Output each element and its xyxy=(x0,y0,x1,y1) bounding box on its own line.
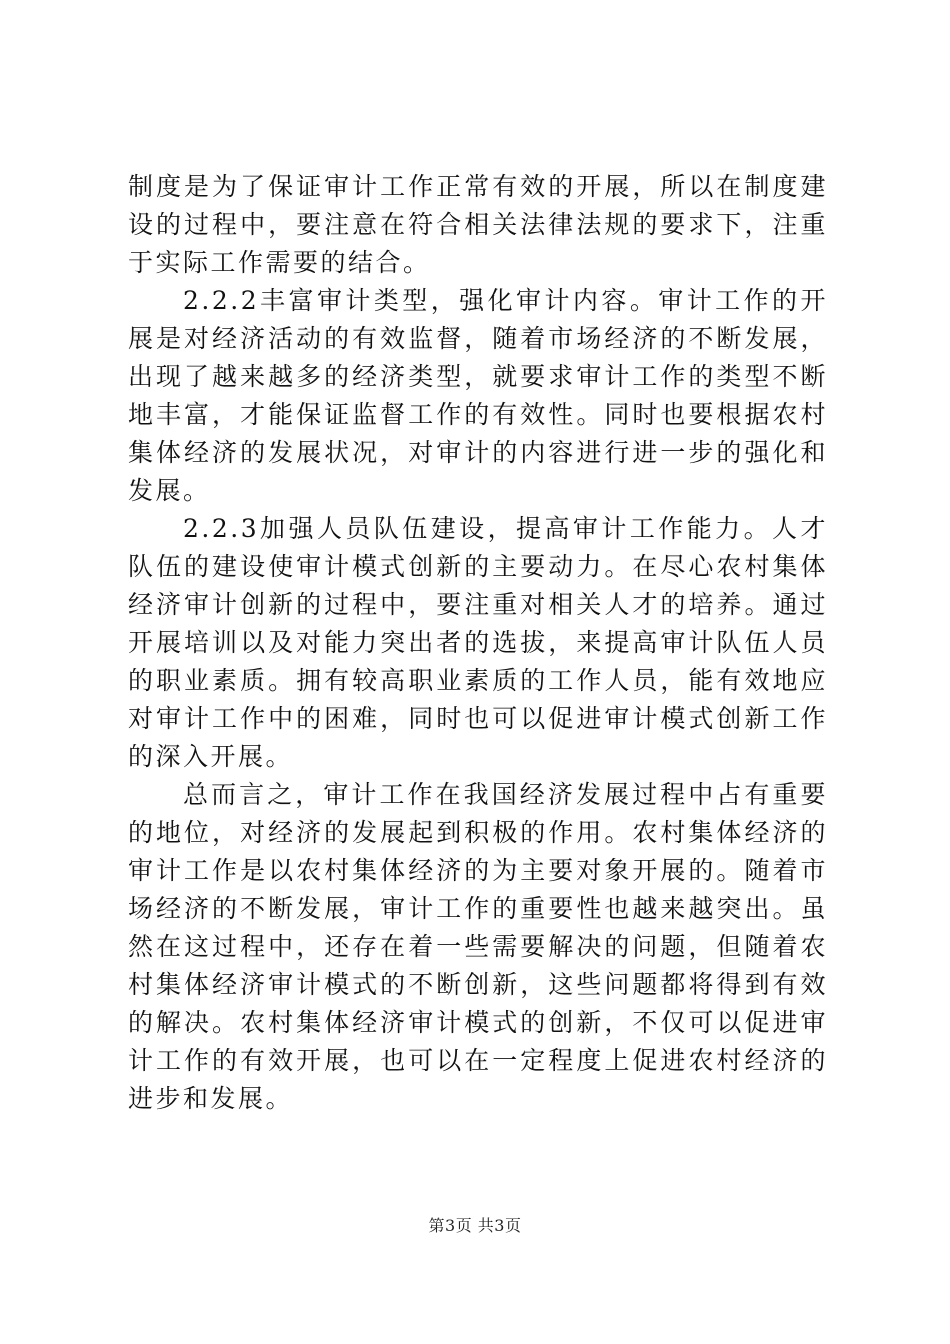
paragraph-2-2-2: 2.2.2丰富审计类型，强化审计内容。审计工作的开展是对经济活动的有效监督，随着市场经济的不断发展，出现了越来越多的经济类型，就要求审计工作的类型不断地丰富，才能保证监督工作的有效性。同时也要根据农村集体经济的发展状况，对审计的内容进行进一步的强化和发展。 xyxy=(128,286,828,505)
page-number-footer: 第3页 共3页 xyxy=(428,1216,522,1235)
paragraph-conclusion: 总而言之，审计工作在我国经济发展过程中占有重要的地位，对经济的发展起到积极的作用。农村集体经济的审计工作是以农村集体经济的为主要对象开展的。随着市场经济的不断发展，审计工作的重要性也越来越突出。虽然在这过程中，还存在着一些需要解决的问题，但随着农村集体经济审计模式的不断创新，这些问题都将得到有效的解决。农村集体经济审计模式的创新，不仅可以促进审计工作的有效开展，也可以在一定程度上促进农村经济的进步和发展。 xyxy=(128,780,828,1113)
paragraph-continuation: 制度是为了保证审计工作正常有效的开展，所以在制度建设的过程中，要注意在符合相关法律法规的要求下，注重于实际工作需要的结合。 xyxy=(128,172,828,277)
paragraph-2-2-3: 2.2.3加强人员队伍建设，提高审计工作能力。人才队伍的建设使审计模式创新的主要动力。在尽心农村集体经济审计创新的过程中，要注重对相关人才的培养。通过开展培训以及对能力突出者的选拔，来提高审计队伍人员的职业素质。拥有较高职业素质的工作人员，能有效地应对审计工作中的困难，同时也可以促进审计模式创新工作的深入开展。 xyxy=(128,514,828,771)
document-body xyxy=(128,168,828,1118)
